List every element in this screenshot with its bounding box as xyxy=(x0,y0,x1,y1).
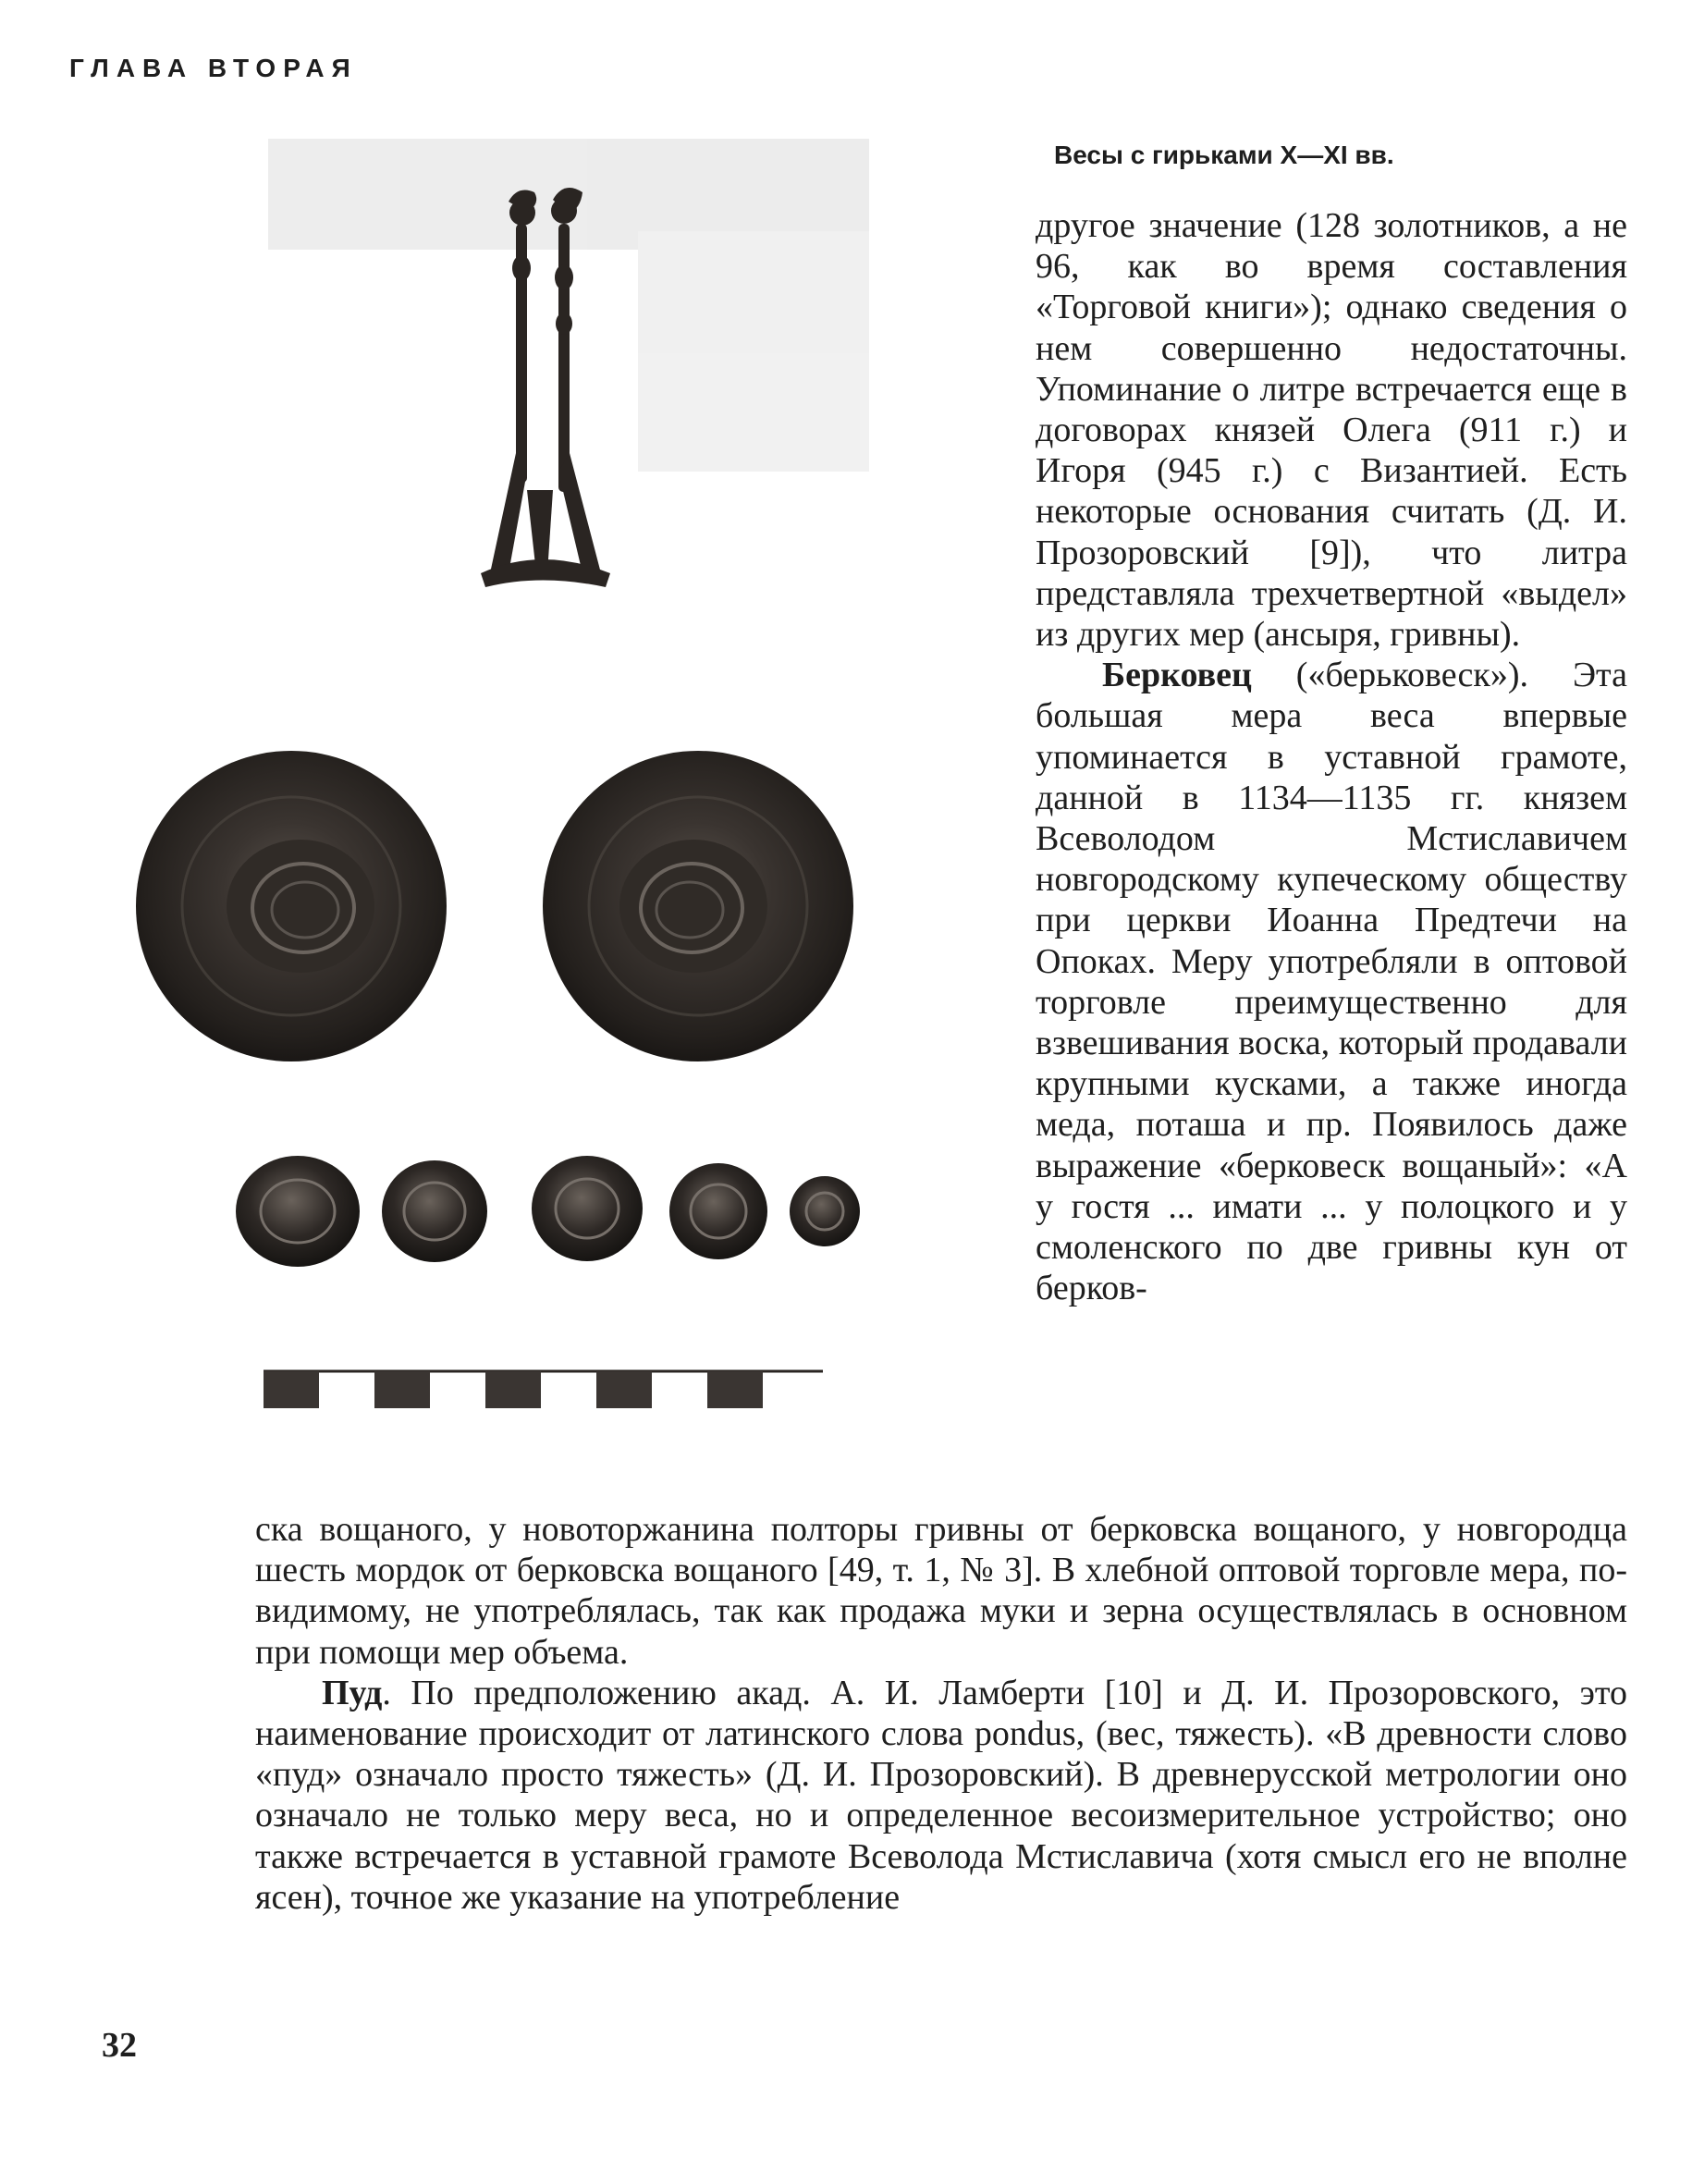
page-number: 32 xyxy=(102,2026,137,2065)
berkovets-paragraph xyxy=(1036,655,1627,1308)
weight-5 xyxy=(790,1176,860,1246)
litra-paragraph-end: другое значение (128 золотников, а не 96, как во время составления «Торговой книги»); однако сведения о нем совершенно недостаточны. Упоминание о литре встречается еще в договорах князей Олега (911 г.) и Игоря (945 г.) с Византией. Есть некоторые основания считать (Д. И. Прозоровский [9]), что литра представляла трехчетвертной «выдел» из других мер (ансыря, гривны). xyxy=(1036,206,1627,655)
scale-bar xyxy=(264,1371,823,1408)
berkovets-term: Берковец xyxy=(1102,656,1252,695)
berkovets-text: («берьковеск»). Эта большая мера веса впервые упоминается в уставной грамоте, данной в 1134—1135 гг. князем Всеволодом Мстиславичем новгородскому купеческому обществу при церкви Иоанна Предтечи на Опоках. Меру употребляли в оптовой торговле преимущественно для взвешивания воска, который продавали крупными кусками, а также иногда меда, поташа и пр. Появилось даже выражение «берковеск вощаный»: «А у гостя ... имати ... у полоцкого и у смоленского по две гривны кун от берков- xyxy=(1036,656,1627,1308)
weights xyxy=(236,1156,860,1267)
pud-text: . По предположению акад. А. И. Ламберти [10] и Д. И. Прозоровского, это наименование происходит от латинского слова pondus, (вес, тяжесть). «В древности слово «пуд» означало просто тяжесть» (Д. И. Прозоровский). В древнерусской метрологии оно означало не только меру веса, но и определенное весоизмерительное устройство; оно также встречается в уставной грамоте Всеволода Мстиславича (хотя смысл его не вполне ясен), точное же указание на употребление xyxy=(255,1673,1627,1917)
column-text xyxy=(1036,205,1627,1308)
weight-4 xyxy=(669,1163,767,1259)
full-width-text xyxy=(255,1509,1627,1918)
right-pan xyxy=(543,751,853,1061)
weight-3 xyxy=(532,1156,643,1261)
weight-1 xyxy=(236,1156,360,1267)
left-pan xyxy=(136,751,447,1061)
berkovets-continuation: ска вощаного, у новоторжанина полторы гривны от берковска вощаного, у новгородца шесть мордок от берковска вощаного [49, т. 1, № 3]. В хлебной оптовой торговле мера, по-видимому, не употреблялась, так как продажа муки и зерна осуществлялась в основном при помощи мер объема. xyxy=(255,1510,1627,1672)
pud-paragraph xyxy=(255,1673,1627,1918)
figure-caption: Весы с гирьками X—XI вв. xyxy=(1054,141,1394,169)
pud-term: Пуд xyxy=(322,1673,383,1712)
weight-2 xyxy=(382,1160,487,1262)
scales-figure xyxy=(120,139,1008,1470)
running-header: ГЛАВА ВТОРАЯ xyxy=(69,54,358,82)
